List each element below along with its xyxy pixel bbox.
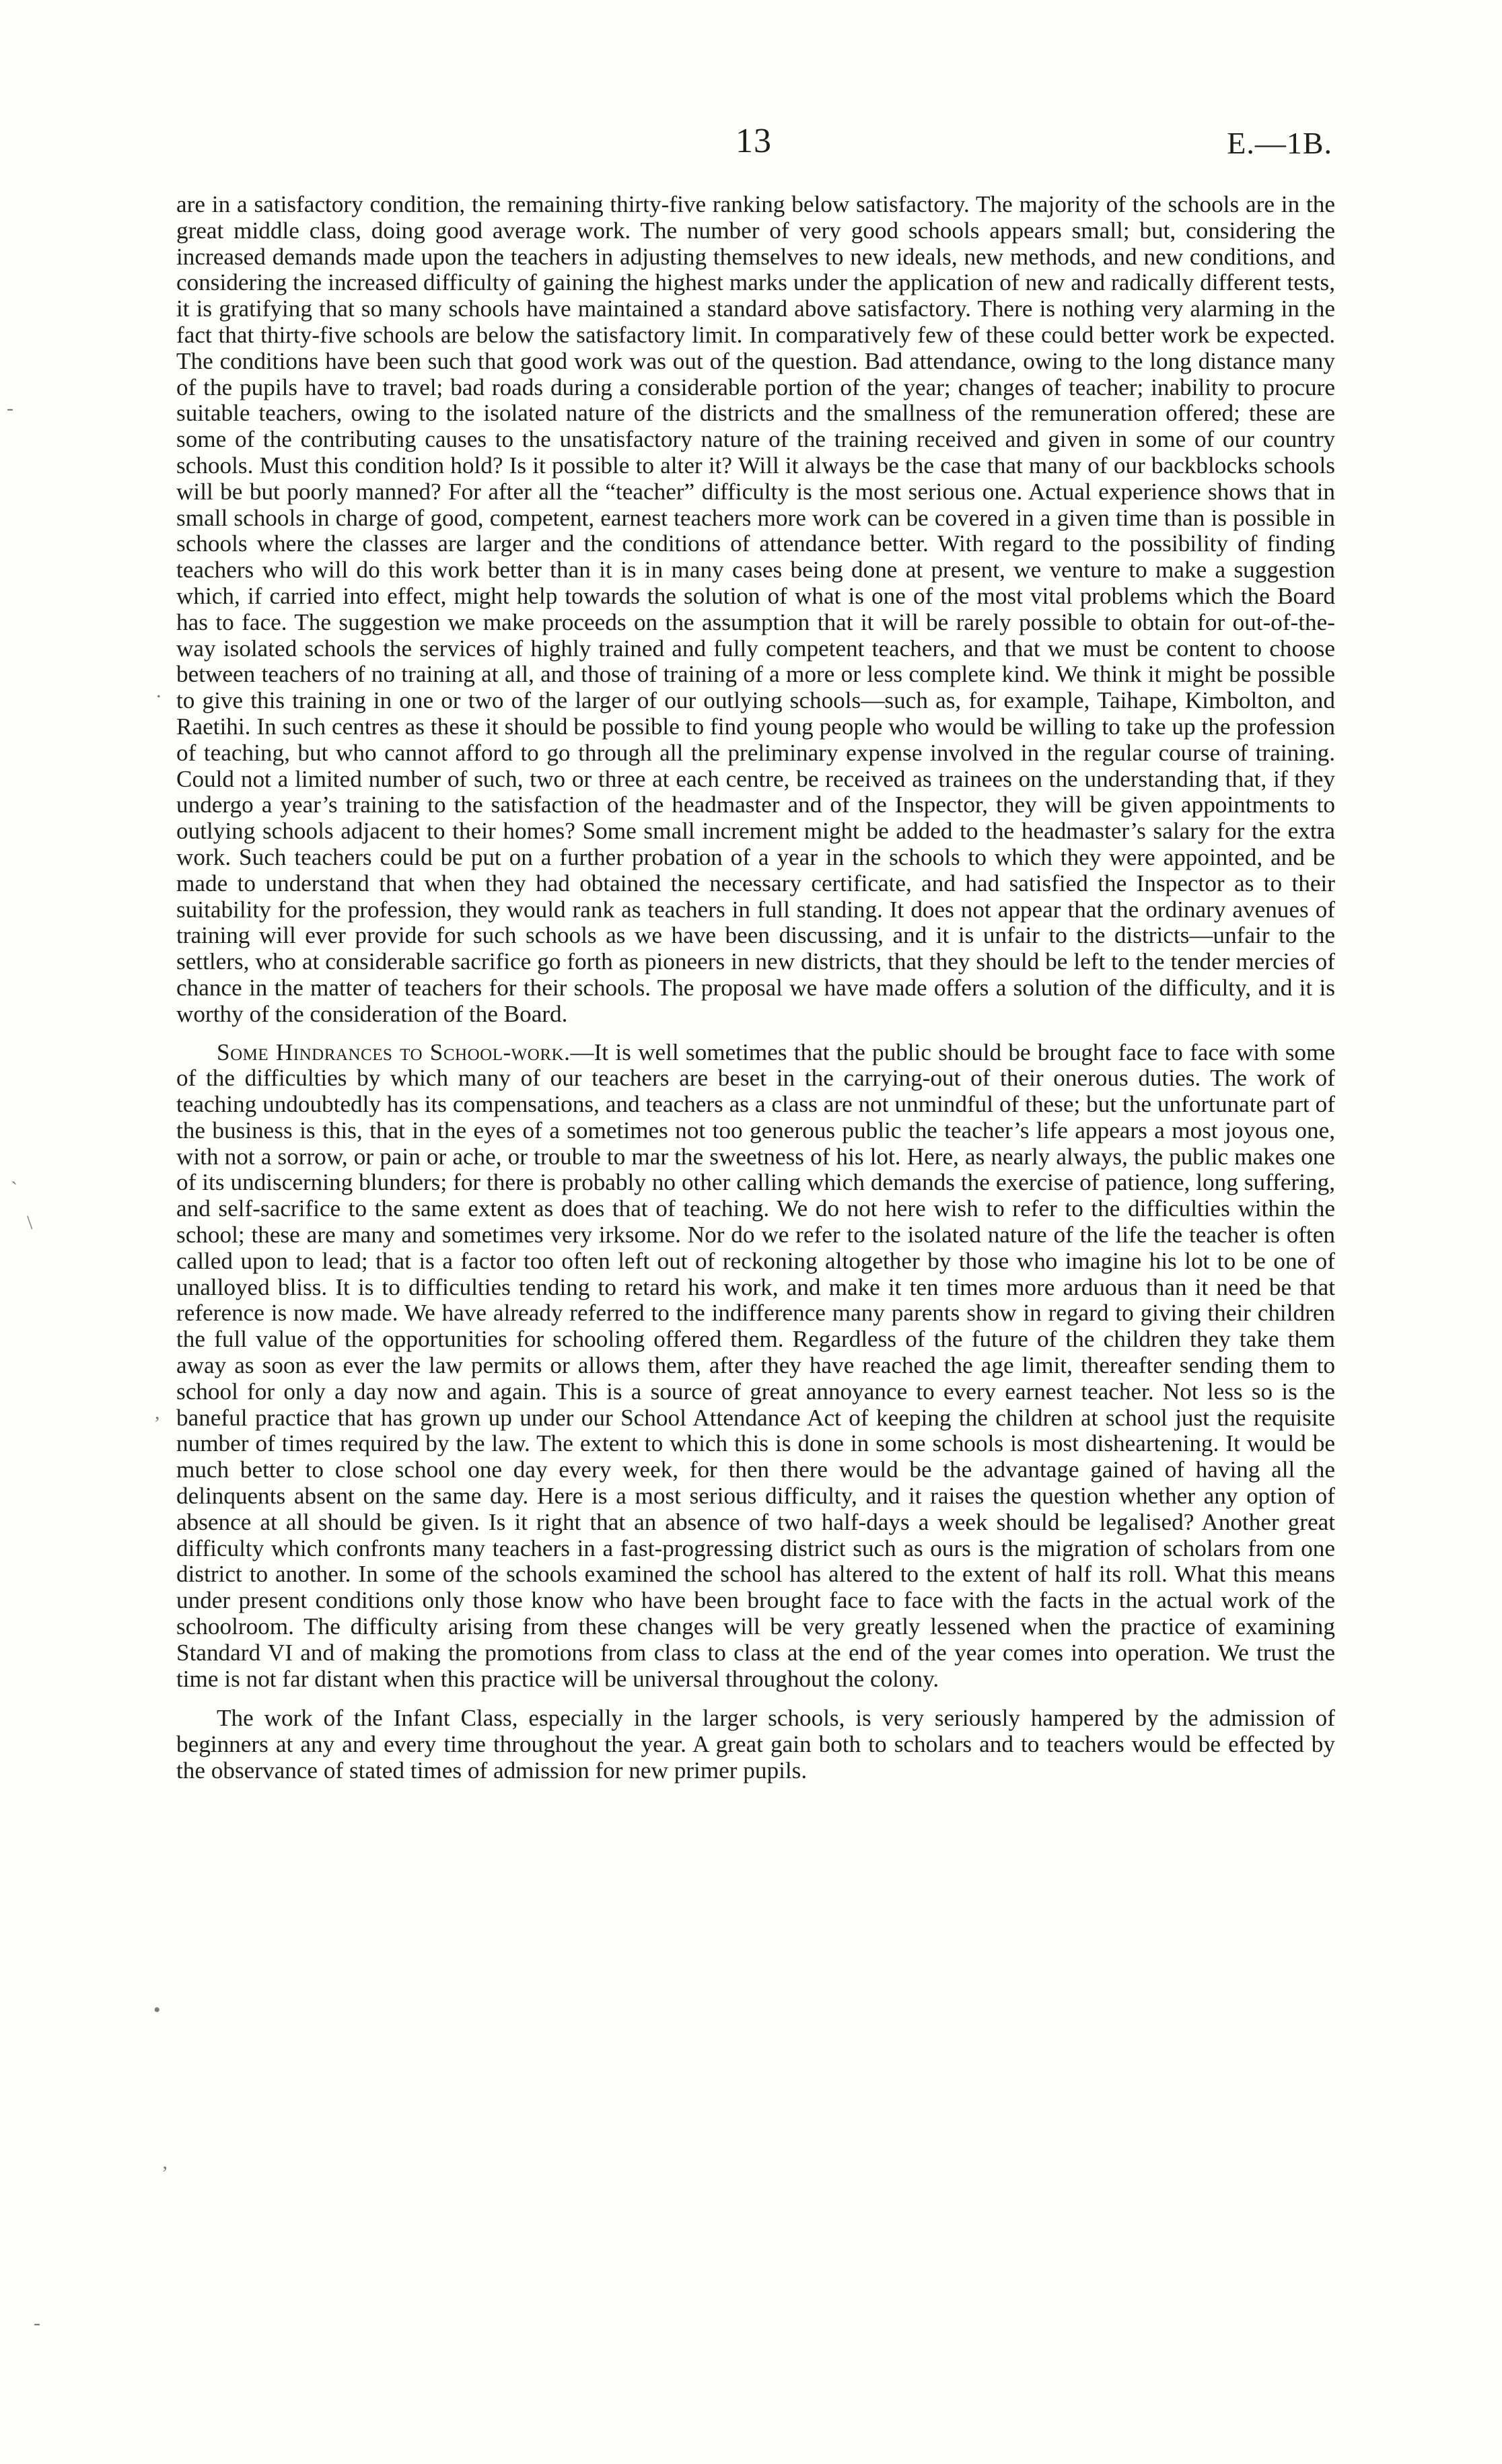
margin-mark: • (153, 1999, 161, 2021)
paragraph-school-ratings: are in a satisfactory condition, the remaining thirty-five ranking below satisfactory. The majority of the schools are in the great middle class, doing good average work. The number of very good schools appears small; but, considering the increased demands made upon the teachers in adjusting themselves to new ideals, new methods, and new conditions, and considering the increased difficulty of gaining the highest marks under the application of new and radically different tests, it is gratifying that so many schools have maintained a standard above satisfactory. There is nothing very alarming in the fact that thirty-five schools are below the satisfactory limit. In comparatively few of these could better work be expected. The conditions have been such that good work was out of the question. Bad attendance, owing to the long distance many of the pupils have to travel; bad roads during a considerable portion of the year; changes of teacher; inability to procure suitable teachers, owing to the isolated nature of the districts and the smallness of the remuneration offered; these are some of the contributing causes to the unsatisfactory nature of the training received and given in some of our country schools. Must this condition hold? Is it possible to alter it? Will it always be the case that many of our backblocks schools will be but poorly manned? For after all the “teacher” difficulty is the most serious one. Actual experience shows that in small schools in charge of good, competent, earnest teachers more work can be covered in a given time than is possible in schools where the classes are larger and the conditions of attendance better. With regard to the possibility of finding teachers who will do this work better than it is in many cases being done at present, we venture to make a suggestion which, if carried into effect, might help towards the solution of what is one of the most vital problems which the Board has to face. The suggestion we make proceeds on the assumption that it will be rarely possible to obtain for out-of-the-way isolated schools the services of highly trained and fully competent teachers, and that we must be content to choose between teachers of no training at all, and those of training of a more or less complete kind. We think it might be possible to give this training in one or two of the larger of our outlying schools—such as, for example, Taihape, Kimbolton, and Raetihi. In such centres as these it should be possible to find young people who would be willing to take up the profession of teaching, but who cannot afford to go through all the preliminary expense involved in the regular course of training. Could not a limited number of such, two or three at each centre, be received as trainees on the understanding that, if they undergo a year’s training to the satisfaction of the headmaster and of the Inspector, they will be given appointments to outlying schools adjacent to their homes? Some small increment might be added to the headmaster’s salary for the extra work. Such teachers could be put on a further probation of a year in the schools to which they were appointed, and be made to understand that when they had obtained the necessary certificate, and had satisfied the Inspector as to their suitability for the profession, they would rank as teachers in full standing. It does not appear that the ordinary avenues of training will ever provide for such schools as we have been discussing, and it is unfair to the districts—unfair to the settlers, who at considerable sacrifice go forth as pioneers in new districts, that they should be left to the tender mercies of chance in the matter of teachers for their schools. The proposal we have made offers a solution of the difficulty, and it is worthy of the consideration of the Board. (176, 191, 1335, 1027)
paragraph-hindrances-text: —It is well sometimes that the public should be brought face to face with some of the difficulties by which many of our teachers are beset in the carrying-out of their onerous duties. The work of teaching undoubtedly has its compensations, and teachers as a class are not unmindful of these; but the unfortunate part of the business is this, that in the eyes of a sometimes not too generous public the teacher’s life appears a most joyous one, with not a sorrow, or pain or ache, or trouble to mar the sweetness of his lot. Here, as nearly always, the public makes one of its undiscerning blunders; for there is probably no other calling which demands the exercise of patience, long suffering, and self-sacrifice to the same extent as does that of teaching. We do not here wish to refer to the difficulties within the school; these are many and sometimes very irksome. Nor do we refer to the isolated nature of the life the teacher is often called upon to lead; that is a factor too often left out of reckoning altogether by those who imagine his lot to be one of unalloyed bliss. It is to difficulties tending to retard his work, and make it ten times more arduous than it need be that reference is now made. We have already referred to the indifference many parents show in regard to giving their children the full value of the opportunities for schooling offered them. Regardless of the future of the children they take them away as soon as ever the law permits or allows them, after they have reached the age limit, thereafter sending them to school for only a day now and again. This is a source of great annoyance to every earnest teacher. Not less so is the baneful practice that has grown up under our School Attendance Act of keeping the children at school just the requisite number of times required by the law. The extent to which this is done in some schools is most disheartening. It would be much better to close school one day every week, for then there would be the advantage gained of having all the delinquents absent on the same day. Here is a most serious difficulty, and it raises the question whether any option of absence at all should be given. Is it right that an absence of two half-days a week should be legalised? Another great difficulty which confronts many teachers in a fast-progressing district such as ours is the migration of scholars from one district to another. In some of the schools examined the school has altered to the extent of half its roll. What this means under present conditions only those know who have been brought face to face with the facts in the actual work of the schoolroom. The difficulty arising from these changes will be very greatly lessened when the practice of examining Standard VI and of making the promotions from class to class at the end of the year comes into operation. We trust the time is not far distant when this practice will be universal throughout the colony. (176, 1039, 1335, 1692)
paragraph-hindrances (176, 1040, 1335, 1693)
page-number: 13 (736, 122, 772, 160)
body-text (176, 192, 1335, 1784)
section-heading-hindrances: Some Hindrances to School-work. (217, 1039, 571, 1065)
document-reference: E.—1B. (1227, 126, 1332, 160)
margin-mark: ` (11, 1178, 17, 1200)
margin-mark: \ (27, 1211, 33, 1234)
page-header (175, 121, 1332, 168)
margin-mark: - (7, 397, 13, 419)
margin-mark: , (155, 1401, 160, 1423)
margin-mark: . (156, 680, 162, 702)
margin-mark: ‚ (162, 2151, 168, 2173)
paragraph-infant-class: The work of the Infant Class, especially in the larger schools, is very seriously hampered by the admission of beginners at any and every time throughout the year. A great gain both to scholars and to teachers would be effected by the observance of stated times of admission for new primer pupils. (176, 1705, 1335, 1784)
margin-mark: - (34, 2312, 40, 2334)
